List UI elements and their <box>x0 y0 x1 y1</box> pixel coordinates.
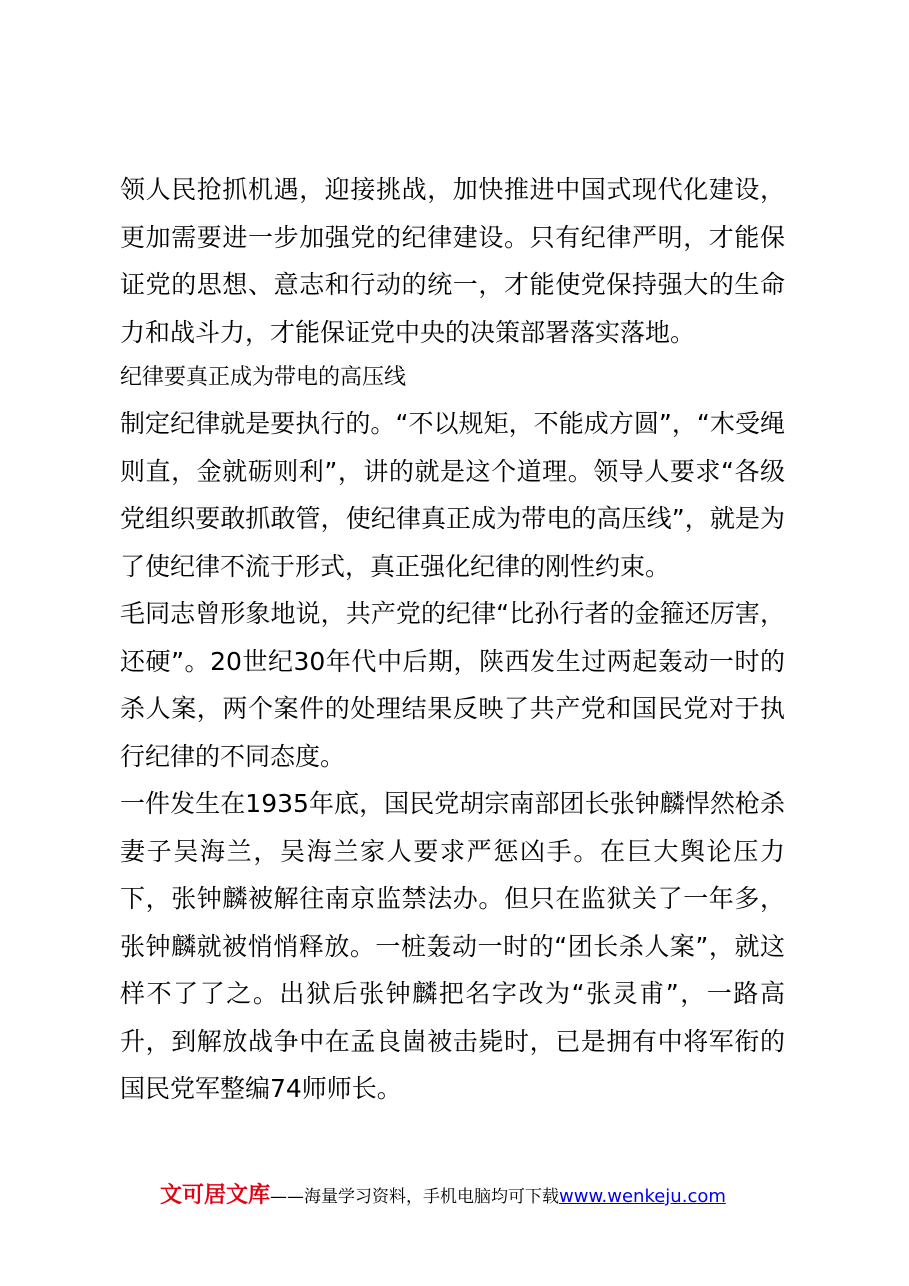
document-body <box>120 166 785 1113</box>
footer-tagline: ——海量学习资料，手机电脑均可下载 <box>270 1187 560 1207</box>
paragraph-intro: 领人民抢抓机遇，迎接挑战，加快推进中国式现代化建设，更加需要进一步加强党的纪律建设。只有纪律严明，才能保证党的思想、意志和行动的统一，才能使党保持强大的生命力和战斗力，才能保证党中央的决策部署落实落地。 <box>120 175 785 347</box>
paragraph-discipline: 制定纪律就是要执行的。“不以规矩，不能成方圆”，“木受绳则直，金就砺则利”，讲的就是这个道理。领导人要求“各级党组织要敢抓敢管，使纪律真正成为带电的高压线”，就是为了使纪律不流于形式，真正强化纪律的刚性约束。 <box>120 409 785 581</box>
section-heading: 纪律要真正成为带电的高压线 <box>120 365 407 390</box>
footer-url-link[interactable]: www.wenkeju.com <box>559 1186 726 1207</box>
footer-brand: 文可居文库 <box>160 1183 271 1208</box>
paragraph-mao-quote: 毛同志曾形象地说，共产党的纪律“比孙行者的金箍还厉害，还硬”。20世纪30年代中后期，陕西发生过两起轰动一时的杀人案，两个案件的处理结果反映了共产党和国民党对于执行纪律的不同态度。 <box>120 599 785 771</box>
paragraph-case: 一件发生在1935年底，国民党胡宗南部团长张钟麟悍然枪杀妻子吴海兰，吴海兰家人要求严惩凶手。在巨大舆论压力下，张钟麟被解往南京监禁法办。但只在监狱关了一年多，张钟麟就被悄悄释放。一桩轰动一时的“团长杀人案”，就这样不了了之。出狱后张钟麟把名字改为“张灵甫”，一路高升，到解放战争中在孟良崮被击毙时，已是拥有中将军衔的国民党军整编74师师长。 <box>120 789 785 1103</box>
footer-banner <box>160 1181 780 1212</box>
